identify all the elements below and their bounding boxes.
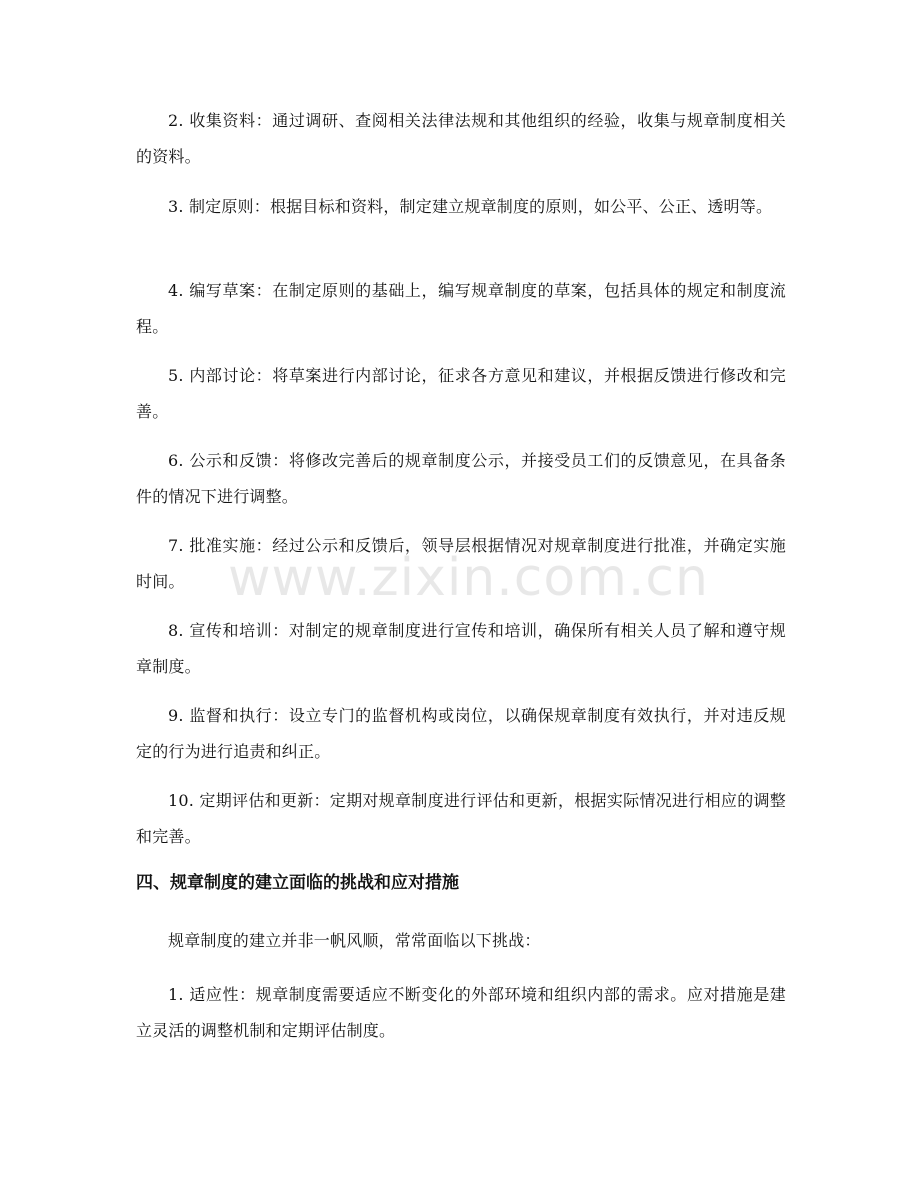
list-item: 1. 适应性：规章制度需要适应不断变化的外部环境和组织内部的需求。应对措施是建立灵活的调整机制和定期评估制度。 [136,985,786,1040]
list-item: 8. 宣传和培训：对制定的规章制度进行宣传和培训，确保所有相关人员了解和遵守规章制度。 [136,621,786,676]
list-item: 10. 定期评估和更新：定期对规章制度进行评估和更新，根据实际情况进行相应的调整和完善。 [136,791,786,846]
list-item: 2. 收集资料：通过调研、查阅相关法律法规和其他组织的经验，收集与规章制度相关的资料。 [136,111,786,166]
list-item: 3. 制定原则：根据目标和资料，制定建立规章制度的原则，如公平、公正、透明等。 [168,197,773,216]
list-item: 5. 内部讨论：将草案进行内部讨论，征求各方意见和建议，并根据反馈进行修改和完善。 [136,366,786,421]
watermark: www.zixin.com.cn [228,548,709,608]
list-item: 4. 编写草案：在制定原则的基础上，编写规章制度的草案，包括具体的规定和制度流程。 [136,281,786,336]
list-item: 6. 公示和反馈：将修改完善后的规章制度公示，并接受员工们的反馈意见，在具备条件的情况下进行调整。 [136,451,786,506]
section-heading: 四、规章制度的建立面临的挑战和应对措施 [136,873,459,893]
list-item: 9. 监督和执行：设立专门的监督机构或岗位，以确保规章制度有效执行，并对违反规定的行为进行追责和纠正。 [136,706,786,761]
intro-paragraph: 规章制度的建立并非一帆风顺，常常面临以下挑战： [168,931,541,950]
list-item: 7. 批准实施：经过公示和反馈后，领导层根据情况对规章制度进行批准，并确定实施时间。 [136,536,786,591]
